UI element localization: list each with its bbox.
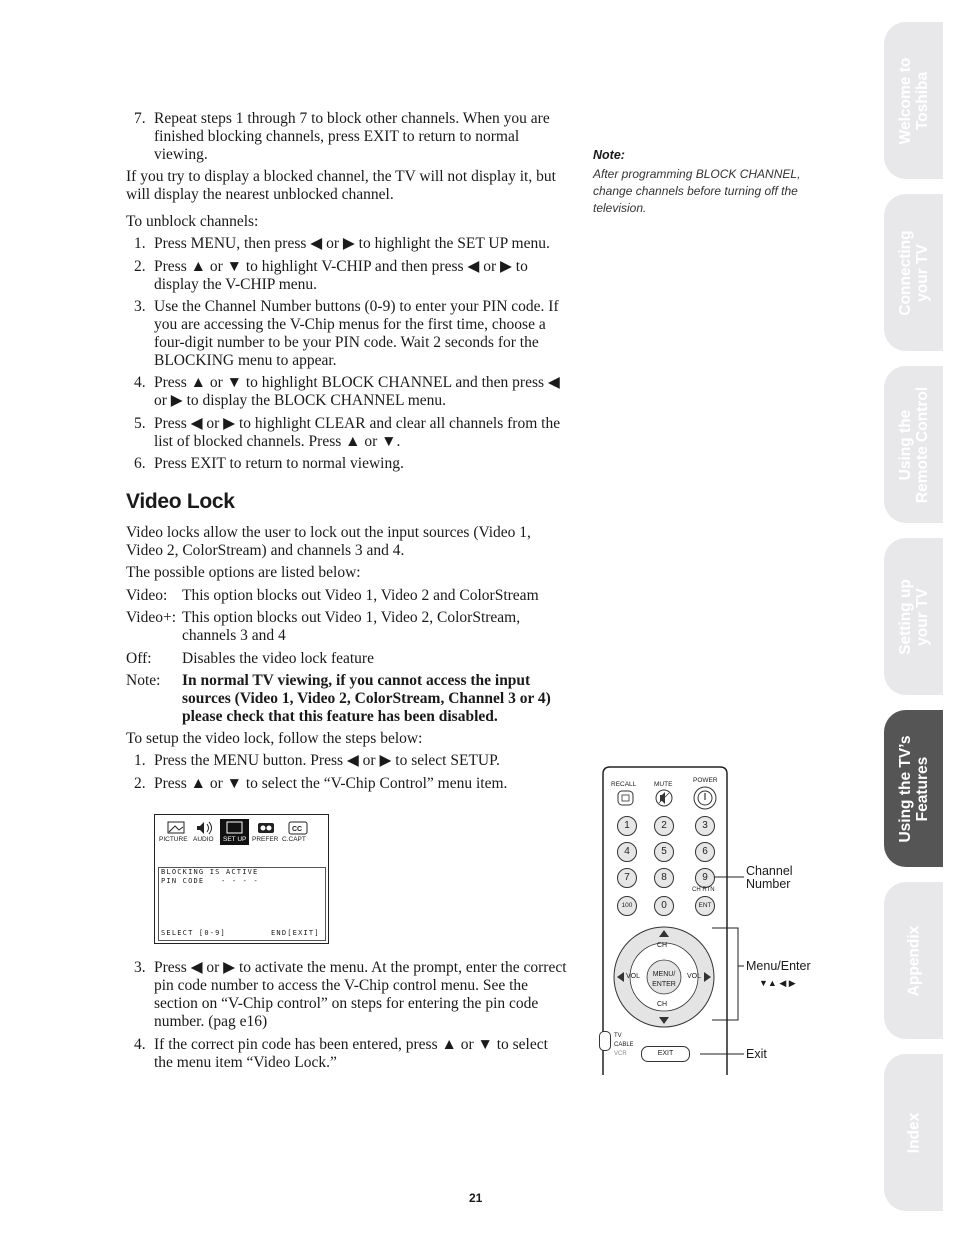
mode-vcr-label: VCR (614, 1051, 627, 1057)
callout-exit: Exit (746, 1047, 767, 1061)
side-note-title: Note: (593, 148, 625, 162)
callout-menu-arrows: ▼▲ ◀ ▶ (759, 978, 796, 988)
option-term: Note: (126, 672, 161, 689)
digit-button-3[interactable] (695, 816, 715, 836)
paragraph-blocked-display: If you try to display a blocked channel, the TV will not display it, but will display the nearest unblocked channel. (126, 168, 556, 203)
exit-button[interactable] (641, 1046, 690, 1062)
option-term: Video: (126, 587, 168, 604)
menu-enter-line-1: MENU/ (652, 971, 676, 978)
menu-label-audio: AUDIO (193, 836, 214, 843)
svg-text:CC: CC (292, 826, 303, 833)
menu-label-prefer: PREFER (252, 836, 279, 843)
digit-label: 100 (621, 902, 633, 909)
step-number: 6. (134, 455, 146, 472)
tab-setting-up[interactable] (884, 538, 943, 695)
step-text: Press ◀ or ▶ to activate the menu. At the prompt, enter the correct pin code number to access the V-Chip control menu. See the section on “V-Chip control” on steps for entering the pin code number. (pag e16) (154, 959, 567, 1030)
recall-label: RECALL (611, 781, 637, 788)
step-text: Press the MENU button. Press ◀ or ▶ to select SETUP. (154, 752, 500, 769)
page-number: 21 (469, 1191, 483, 1205)
vchip-menu-screen (154, 814, 329, 944)
section-title: Video Lock (126, 490, 235, 513)
step-number: 7. (134, 110, 146, 127)
digit-label: 3 (702, 820, 708, 831)
step-number: 2. (134, 258, 146, 275)
digit-label: 6 (702, 846, 708, 857)
power-label: POWER (693, 777, 718, 784)
option-description: This option blocks out Video 1, Video 2 and ColorStream (182, 587, 539, 604)
tab-connecting-label: Connecting your TV (896, 229, 931, 316)
option-description: This option blocks out Video 1, Video 2, ColorStream, channels 3 and 4 (182, 609, 521, 644)
pin-code-mask: - - - - (221, 877, 259, 885)
digit-label: 2 (661, 820, 667, 831)
setup-menu-highlight (220, 819, 249, 845)
digit-label: ENT (698, 902, 712, 909)
paragraph-video-lock-intro: Video locks allow the user to lock out the input sources (Video 1, Video 2, ColorStream) and channels 3 and 4. (126, 524, 531, 559)
mode-switch[interactable] (599, 1031, 611, 1051)
volume-up-label: VOL (687, 973, 702, 980)
digit-button-8[interactable] (654, 868, 674, 888)
tab-index[interactable] (884, 1054, 943, 1211)
mode-cable-label: CABLE (614, 1042, 634, 1048)
menu-enter-line-2: ENTER (652, 981, 676, 988)
callout-channel-number: Channel Number (746, 864, 793, 891)
option-description: Disables the video lock feature (182, 650, 374, 667)
digit-label: 9 (702, 872, 708, 883)
side-note-body: After programming BLOCK CHANNEL, change channels before turning off the television. (593, 167, 801, 215)
digit-button-6[interactable] (695, 842, 715, 862)
exit-button-label: EXIT (657, 1050, 674, 1057)
tab-remote-control[interactable] (884, 366, 943, 523)
tab-welcome[interactable] (884, 22, 943, 179)
blocking-status: BLOCKING IS ACTIVE (161, 868, 259, 876)
step-text: Repeat steps 1 through 7 to block other channels. When you are finished blocking channels, press EXIT to return to normal viewing. (154, 110, 550, 163)
step-number: 4. (134, 374, 146, 391)
digit-button-0[interactable] (654, 896, 674, 916)
option-description: In normal TV viewing, if you cannot access the input sources (Video 1, Video 2, ColorStream, Channel 3 or 4) please check that this feature has been disabled. (182, 672, 551, 725)
step-text: Press ▲ or ▼ to select the “V-Chip Control” menu item. (154, 775, 508, 792)
digit-button-5[interactable] (654, 842, 674, 862)
step-text: Use the Channel Number buttons (0-9) to enter your PIN code. If you are accessing the V-Chip menus for the first time, choose a four-digit number to be your PIN code. Wait 2 seconds for the BLOCKING menu to appear. (154, 298, 559, 369)
callout-lines (700, 860, 750, 1060)
tab-appendix-label: Appendix (905, 925, 922, 996)
tab-features[interactable] (884, 710, 943, 867)
menu-label-setup: SET UP (223, 836, 247, 843)
volume-down-label: VOL (626, 973, 641, 980)
digit-button-2[interactable] (654, 816, 674, 836)
digit-button-100[interactable] (617, 896, 637, 916)
digit-button-1[interactable] (617, 816, 637, 836)
step-text: Press ◀ or ▶ to highlight CLEAR and clear all channels from the list of blocked channels. Press ▲ or ▼. (154, 415, 561, 450)
mode-tv-label: TV (614, 1033, 622, 1039)
mute-label: MUTE (654, 781, 673, 788)
digit-label: 0 (661, 900, 667, 911)
step-number: 3. (134, 959, 146, 976)
step-number: 5. (134, 415, 146, 432)
pin-code-label: PIN CODE (161, 877, 205, 885)
step-number: 3. (134, 298, 146, 315)
paragraph-unblock-intro: To unblock channels: (126, 213, 259, 230)
tab-features-label: Using the TV’s Features (896, 734, 931, 843)
tab-index-label: Index (905, 1112, 922, 1153)
tab-setting-up-label: Setting up your TV (896, 578, 931, 655)
step-text: Press MENU, then press ◀ or ▶ to highlight the SET UP menu. (154, 235, 550, 252)
digit-label: 5 (661, 846, 667, 857)
step-number: 1. (134, 752, 146, 769)
menu-label-picture: PICTURE (159, 836, 188, 843)
step-text: Press ▲ or ▼ to highlight V-CHIP and then press ◀ or ▶ to display the V-CHIP menu. (154, 258, 528, 293)
digit-button-4[interactable] (617, 842, 637, 862)
tab-appendix[interactable] (884, 882, 943, 1039)
blocking-panel (158, 867, 326, 941)
menu-label-cc: C.CAPT (282, 836, 306, 843)
digit-label: 7 (624, 872, 630, 883)
tab-remote-control-label: Using the Remote Control (896, 386, 931, 503)
screen-footer-select: SELECT [0-9] (161, 929, 226, 937)
screen-footer-end: END[EXIT] (271, 929, 320, 937)
recall-button (618, 791, 633, 805)
paragraph-setup-intro: To setup the video lock, follow the steps below: (126, 730, 423, 747)
step-number: 4. (134, 1036, 146, 1053)
step-text: Press ▲ or ▼ to highlight BLOCK CHANNEL and then press ◀ or ▶ to display the BLOCK CHANNEL menu. (154, 374, 560, 409)
option-term: Off: (126, 650, 152, 667)
step-text: If the correct pin code has been entered, press ▲ or ▼ to select the menu item “Video Lock.” (154, 1036, 548, 1071)
callout-menu-enter: Menu/Enter (746, 959, 811, 973)
digit-button-7[interactable] (617, 868, 637, 888)
digit-label: 8 (661, 872, 667, 883)
tab-connecting[interactable] (884, 194, 943, 351)
digit-label: 4 (624, 846, 630, 857)
channel-down-label: CH (657, 1001, 668, 1008)
digit-label: 1 (624, 820, 630, 831)
step-number: 1. (134, 235, 146, 252)
paragraph-options-intro: The possible options are listed below: (126, 564, 361, 581)
step-number: 2. (134, 775, 146, 792)
menu-enter-button[interactable] (650, 970, 678, 990)
step-text: Press EXIT to return to normal viewing. (154, 455, 404, 472)
ch-rtn-label: CH RTN (692, 887, 715, 893)
channel-up-label: CH (657, 942, 668, 949)
tab-welcome-label: Welcome to Toshiba (896, 57, 931, 144)
option-term: Video+: (126, 609, 176, 626)
